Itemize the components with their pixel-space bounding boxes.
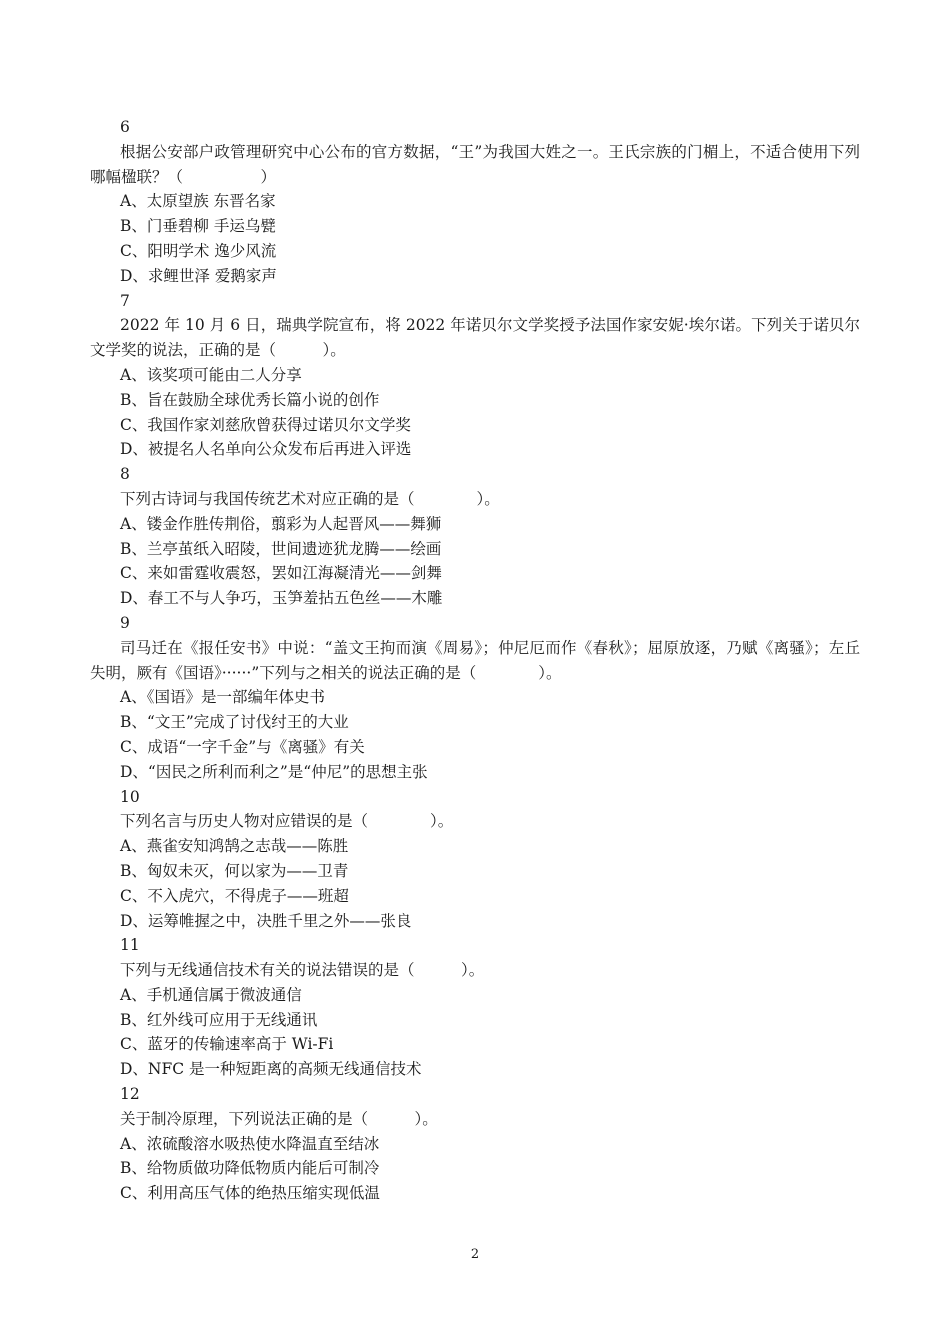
option-d: D、运筹帷握之中，决胜千里之外——张良 [120, 911, 412, 930]
option-b: B、给物质做功降低物质内能后可制冷 [120, 1159, 380, 1178]
option-a: A、燕雀安知鸿鹄之志哉——陈胜 [120, 837, 349, 856]
question-stem: 根据公安部户政管理研究中心公布的官方数据，“王”为我国大姓之一。王氏宗族的门楣上，不适合使用下列哪幅楹联？（ ） [90, 142, 860, 186]
option-b: B、旨在鼓励全球优秀长篇小说的创作 [120, 390, 380, 409]
option-c: C、成语“一字千金”与《离骚》有关 [120, 737, 365, 756]
question-stem: 下列与无线通信技术有关的说法错误的是（ ）。 [120, 961, 485, 980]
question-number: 6 [120, 118, 130, 136]
question-number: 8 [120, 465, 130, 484]
option-c: C、阳明学术 逸少风流 [120, 241, 277, 260]
option-d: D、NFC 是一种短距离的高频无线通信技术 [120, 1060, 422, 1079]
question [90, 1082, 860, 1206]
option-d: D、被提名人名单向公众发布后再进入评选 [120, 440, 412, 459]
option-d: D、求鲤世泽 爱鹅家声 [120, 266, 277, 285]
option-c: C、蓝牙的传输速率高于 Wi-Fi [120, 1035, 334, 1054]
option-b: B、门垂碧柳 手运乌甓 [120, 217, 276, 236]
option-c: C、来如雷霆收震怒，罢如江海凝清光——剑舞 [120, 564, 442, 583]
question-list [90, 115, 860, 1206]
option-a: A、该奖项可能由二人分享 [120, 365, 302, 384]
question [90, 115, 860, 289]
option-c: C、我国作家刘慈欣曾获得过诺贝尔文学奖 [120, 415, 411, 434]
option-b: B、兰亭茧纸入昭陵，世间遗迹犹龙腾——绘画 [120, 539, 442, 558]
question-number: 9 [120, 613, 130, 632]
question [90, 462, 860, 611]
option-a: A、太原望族 东晋名家 [120, 192, 276, 211]
question-stem: 关于制冷原理，下列说法正确的是（ ）。 [120, 1109, 438, 1128]
question [90, 611, 860, 785]
option-a: A、手机通信属于微波通信 [120, 985, 302, 1004]
option-d: D、“因民之所利而利之”是“仲尼”的思想主张 [120, 762, 428, 781]
question-stem: 下列古诗词与我国传统艺术对应正确的是（ ）。 [120, 489, 500, 508]
question-number: 7 [120, 291, 130, 310]
question-stem: 下列名言与历史人物对应错误的是（ ）。 [120, 812, 454, 831]
option-d: D、春工不与人争巧，玉笋羞拈五色丝——木雕 [120, 589, 443, 608]
question-number: 11 [120, 936, 140, 955]
option-c: C、利用高压气体的绝热压缩实现低温 [120, 1184, 380, 1203]
question-stem: 司马迁在《报任安书》中说：“盖文王拘而演《周易》；仲尼厄而作《春秋》；屈原放逐，乃赋《离骚》；左丘失明，厥有《国语》······”下列与之相关的说法正确的是（ ）。 [90, 638, 860, 682]
option-b: B、匈奴未灭，何以家为——卫青 [120, 861, 349, 880]
question [90, 289, 860, 463]
question [90, 785, 860, 934]
option-c: C、不入虎穴，不得虎子——班超 [120, 886, 349, 905]
option-a: A、镂金作胜传荆俗，翦彩为人起晋风——舞狮 [120, 514, 442, 533]
option-a: A、浓硫酸溶水吸热使水降温直至结冰 [120, 1134, 380, 1153]
page-number: 2 [470, 1247, 480, 1262]
question-number: 12 [120, 1085, 140, 1104]
option-b: B、红外线可应用于无线通讯 [120, 1010, 318, 1029]
question-stem: 2022 年 10 月 6 日，瑞典学院宣布，将 2022 年诺贝尔文学奖授予法国作家安妮·埃尔诺。下列关于诺贝尔文学奖的说法，正确的是（ ）。 [90, 316, 860, 360]
question [90, 933, 860, 1082]
option-a: A、《国语》是一部编年体史书 [120, 688, 325, 707]
option-b: B、“文王”完成了讨伐纣王的大业 [120, 713, 349, 732]
question-number: 10 [120, 787, 140, 806]
